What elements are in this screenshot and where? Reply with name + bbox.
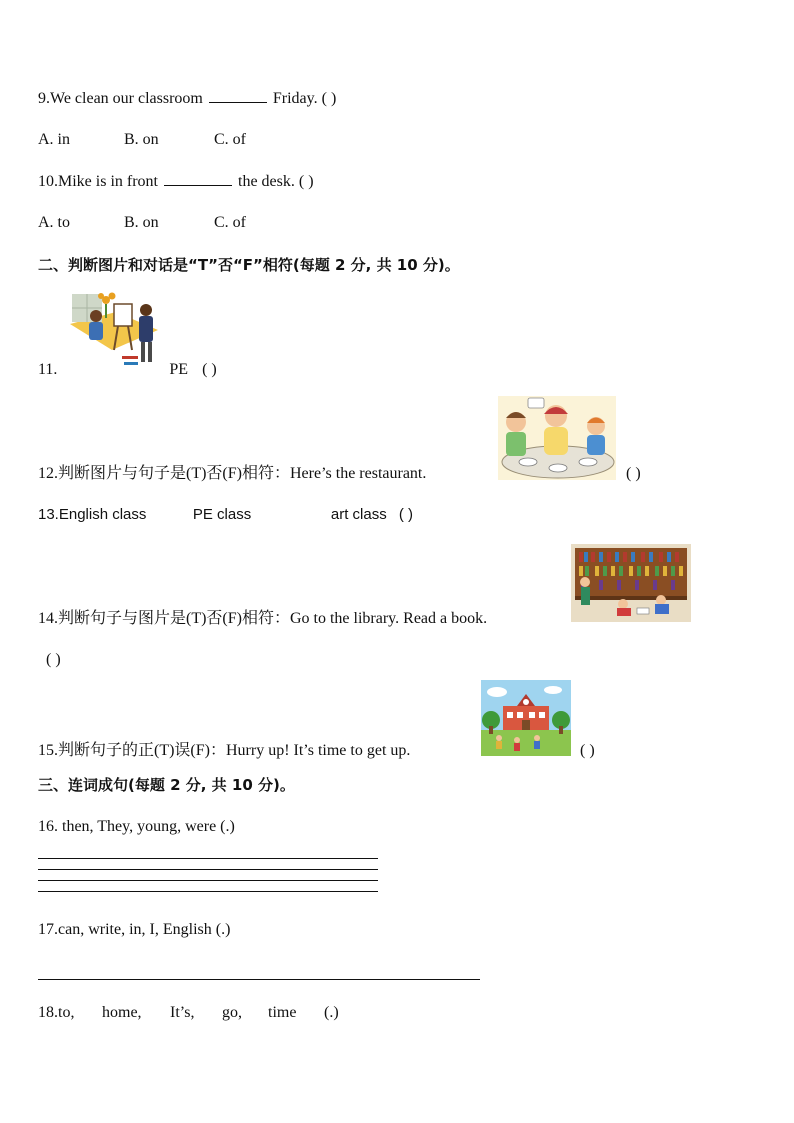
word: go, bbox=[222, 1004, 242, 1021]
answer-line[interactable] bbox=[38, 880, 378, 881]
answer-blank[interactable] bbox=[164, 171, 232, 186]
answer-line[interactable] bbox=[38, 869, 378, 870]
answer-paren[interactable]: ( ) bbox=[626, 465, 641, 482]
question-13 bbox=[38, 505, 413, 525]
section-3-heading: 三、连词成句(每题 2 分, 共 10 分)。 bbox=[38, 776, 295, 794]
answer-line[interactable] bbox=[38, 858, 378, 859]
answer-paren[interactable]: ( ) bbox=[298, 173, 314, 190]
answer-line[interactable] bbox=[38, 891, 378, 892]
question-10-options bbox=[38, 213, 246, 233]
restaurant-picture bbox=[498, 396, 616, 480]
question-10 bbox=[38, 171, 314, 192]
question-14-text: 14.判断句子与图片是(T)否(F)相符：Go to the library. Read a book. bbox=[38, 610, 488, 627]
word: (.) bbox=[324, 1004, 339, 1021]
question-9-text: 9.We clean our classroom bbox=[38, 90, 203, 107]
question-16: 16. then, They, young, were (.) bbox=[38, 818, 235, 835]
question-18 bbox=[38, 1003, 339, 1023]
question-9-after: Friday. bbox=[272, 90, 318, 107]
question-9-options bbox=[38, 130, 246, 150]
word: It’s, bbox=[170, 1004, 195, 1021]
option-a[interactable]: A. in bbox=[38, 131, 70, 148]
question-11-number: 11. bbox=[38, 361, 58, 378]
question-11 bbox=[38, 360, 217, 380]
question-11-word: PE bbox=[169, 361, 189, 378]
option-c[interactable]: C. of bbox=[214, 214, 246, 231]
option-c[interactable]: C. of bbox=[214, 131, 246, 148]
answer-line[interactable] bbox=[38, 979, 480, 980]
section-2-heading: 二、判断图片和对话是“T”否“F”相符(每题 2 分, 共 10 分)。 bbox=[38, 256, 460, 274]
question-12-text: 12.判断图片与句子是(T)否(F)相符：Here’s the restaurant. bbox=[38, 465, 427, 482]
question-9 bbox=[38, 88, 336, 109]
option-b[interactable]: B. on bbox=[124, 131, 159, 148]
option-b[interactable]: B. on bbox=[124, 214, 159, 231]
question-13-number: 13. bbox=[38, 506, 59, 523]
word: 18.to, bbox=[38, 1004, 75, 1021]
word: time bbox=[268, 1004, 297, 1021]
answer-paren[interactable]: ( ) bbox=[202, 361, 217, 378]
answer-paren[interactable]: ( ) bbox=[398, 506, 414, 523]
question-12 bbox=[38, 464, 641, 484]
answer-paren[interactable]: ( ) bbox=[321, 90, 337, 107]
question-10-text: 10.Mike is in front bbox=[38, 173, 158, 190]
school-picture bbox=[481, 680, 571, 756]
library-picture bbox=[571, 544, 691, 622]
option-english-class[interactable]: English class bbox=[58, 506, 147, 523]
answer-blank[interactable] bbox=[209, 88, 267, 103]
question-14-answer[interactable]: ( ) bbox=[46, 651, 61, 668]
option-pe-class[interactable]: PE class bbox=[192, 506, 252, 523]
word: home, bbox=[102, 1004, 142, 1021]
answer-paren[interactable]: ( ) bbox=[580, 742, 595, 759]
question-17: 17.can, write, in, I, English (.) bbox=[38, 921, 231, 938]
question-15-text: 15.判断句子的正(T)误(F)：Hurry up! It’s time to get up. bbox=[38, 742, 411, 759]
option-a[interactable]: A. to bbox=[38, 214, 70, 231]
question-14 bbox=[38, 609, 487, 629]
option-art-class[interactable]: art class bbox=[330, 506, 387, 523]
question-10-after: the desk. bbox=[238, 173, 295, 190]
question-15 bbox=[38, 741, 595, 761]
